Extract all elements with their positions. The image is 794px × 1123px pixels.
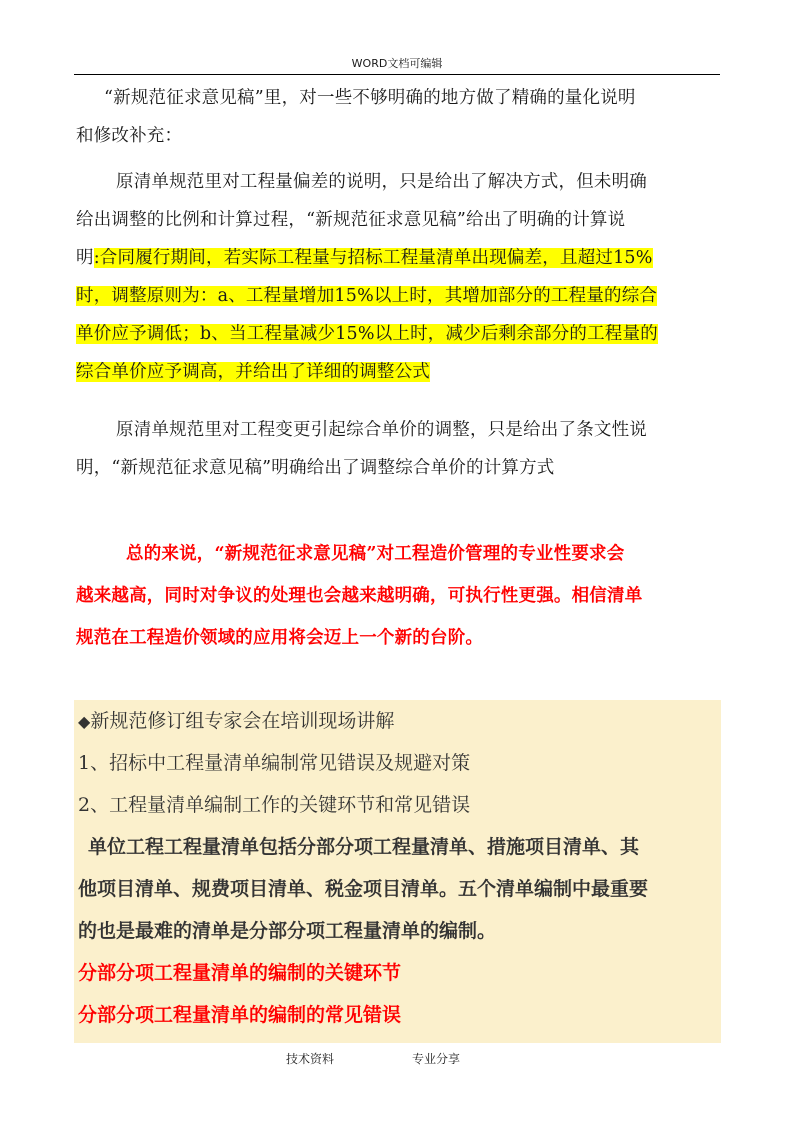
text-line: 原清单规范里对工程变更引起综合单价的调整，只是给出了条文性说: [116, 420, 647, 440]
red-heading: 分部分项工程量清单的编制的关键环节: [78, 962, 402, 984]
text-line: 原清单规范里对工程量偏差的说明，只是给出了解决方式，但未明确: [116, 172, 647, 192]
paragraph-3: [76, 411, 722, 487]
box-title: [78, 700, 718, 742]
red-heading: 分部分项工程量清单的编制的常见错误: [78, 1004, 402, 1026]
text-line: [76, 277, 722, 315]
paragraph-1: [76, 79, 722, 155]
text-plain: 明: [76, 248, 94, 268]
text-line: 越来越高，同时对争议的处理也会越来越明确，可执行性更强。相信清单: [76, 586, 643, 606]
training-info-box: [74, 700, 721, 1043]
paragraph-2: [76, 163, 722, 391]
header-title: WORD文档可编辑: [351, 57, 443, 70]
text-line: 他项目清单、规费项目清单、税金项目清单。五个清单编制中最重要: [78, 878, 649, 900]
list-item: 2、工程量清单编制工作的关键环节和常见错误: [78, 794, 471, 816]
text-line: 明，“新规范征求意见稿”明确给出了调整综合单价的计算方式: [76, 458, 555, 478]
text-line: 和修改补充：: [76, 126, 183, 146]
diamond-icon: ◆: [78, 712, 91, 731]
text-line: 给出调整的比例和计算过程，“新规范征求意见稿”给出了明确的计算说: [76, 210, 626, 230]
text-line: [76, 239, 722, 277]
footer-left: 技术资料: [286, 1052, 335, 1066]
text-line: [76, 315, 722, 353]
text-line: 总的来说，“新规范征求意见稿”对工程造价管理的专业性要求会: [126, 544, 625, 564]
text-line: 规范在工程造价领域的应用将会迈上一个新的台阶。: [76, 628, 484, 648]
text-line: “新规范征求意见稿”里，对一些不够明确的地方做了精确的量化说明: [104, 88, 636, 108]
highlighted-text: 综合单价应予调高，并给出了详细的调整公式: [76, 362, 430, 382]
box-title-text: 新规范修订组专家会在培训现场讲解: [90, 710, 395, 732]
footer-right: 专业分享: [412, 1052, 461, 1066]
conclusion-paragraph: [76, 533, 722, 659]
highlighted-text: :合同履行期间，若实际工程量与招标工程量清单出现偏差，且超过15%: [93, 248, 653, 268]
list-item: 1、招标中工程量清单编制常见错误及规避对策: [78, 752, 471, 774]
text-line: 单位工程工程量清单包括分部分项工程量清单、措施项目清单、其: [88, 836, 640, 858]
highlighted-text: 单价应予调低；b、当工程量减少15%以上时，减少后剩余部分的工程量的: [76, 324, 658, 344]
page-header: [74, 57, 720, 75]
text-line: [76, 353, 722, 391]
text-line: 的也是最难的清单是分部分项工程量清单的编制。: [78, 920, 497, 942]
highlighted-text: 时，调整原则为：a、工程量增加15%以上时，其增加部分的工程量的综合: [76, 286, 658, 306]
